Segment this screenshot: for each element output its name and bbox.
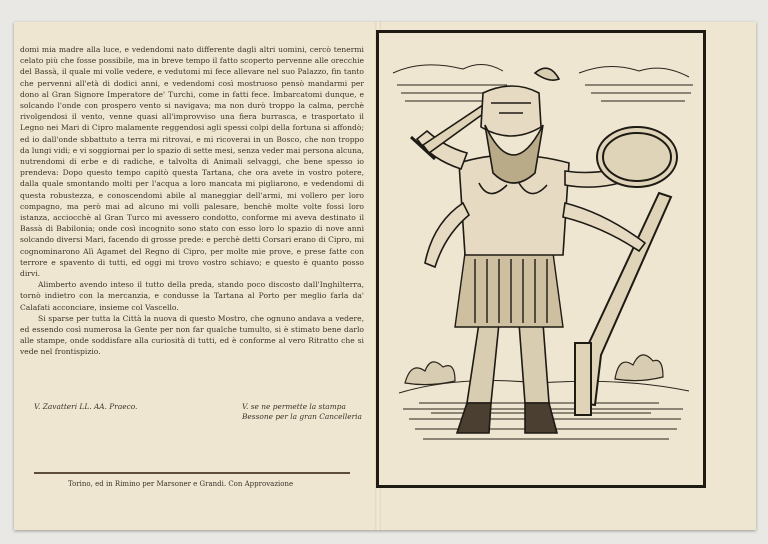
paragraph-1: domi mia madre alla luce, e vedendomi nato differente dagli altri uomini, cercò tenermi celato più che fosse possibile, ma in breve tempo il fatto scoperto pervenne alle orecchie del Bassà, il quale mi volle vedere, e vedutomi mi fece allevare nel suo Palazzo, fin tanto che pervenni all'età di dodici anni, e vedendomi così mostruoso pensò mandarmi per dono al Gran Signore Imperatore de' Turchi, come in fatti fece. Imbarcatomi dunque, e solcando l'onde con prospero vento si navigava; ma non durò troppo la calma, perchè rivolgendosi il vento, venne quasi all'improvviso una fiera burrasca, e trasportato il Legno nei Mari di Cipro malamente reggendosi agli spessi colpi della fortuna si affondò; ed io dall'onde sbbattuto a terra mi ritrovai, e mi ricoverai in un Bosco, che non troppo da lungi vidi; e vi soggiornai per lo spazio di sette mesi, senza veder mai persona alcuna, nutrendomi di erbe e di radiche, e talvolta di Animali selvaggi, che bene spesso io prendeva: Dopo questo tempo capitò questa Tartana, che ora avete in vostro potere, dalla quale smontando molti per l'acqua a loro mancata mi pigliarono, e vedendomi di questa robustezza, e conoscendomi abile al maneggiar dell'armi, mi vollero per loro compagno, ma però mai ad alcuno mi volli palesare, benchè molte volte fossi loro istanza, acciocchè al Gran Turco mi avessero condotto, conforme mi aveva destinato il Bassà di Babilonia; onde così incognito sono stato con esso loro lo spazio di nove anni solcando diversi Mari, facendo di grosse prede: e perchè detti Corsari erano di Cipro, mi cognominarono Alì Agamet del Regno di Cipro, per molte mie prove, e prese fatte con terrore e spavento di tutti, ed oggi mi trovo vostro schiavo; e questo è quanto posso dirvi.: [20, 45, 364, 279]
chancellery-line: Bessone per la gran Cancelleria: [242, 412, 362, 421]
armor-skirt: [455, 253, 563, 327]
body-text: [20, 44, 364, 358]
musket: [575, 193, 671, 415]
monster-legs: [457, 323, 557, 433]
left-text-page: [20, 28, 364, 524]
imprint-line: Torino, ed in Rimino per Marsoner e Grandi. Con Approvazione: [68, 480, 294, 488]
woodcut-illustration: [379, 33, 703, 485]
woodcut-frame: [376, 30, 706, 488]
bush-left: [405, 362, 455, 385]
imprint-rule: [34, 472, 350, 474]
permission-line: V. se ne permette la stampa: [242, 402, 346, 411]
paragraph-2: Alimberto avendo inteso il tutto della preda, stando poco discosto dall'Inghilterra, tornò indietro con la mercanzia, e condusse la Tartana al Porto per meglio farla da' Calafati acconciare, insieme col Vascello.: [20, 280, 364, 312]
paragraph-3: Si sparse per tutta la Città la nuova di questo Mostro, che ognuno andava a vedere, ed essendo così numerosa la Gente per non far qualche tumulto, si è stimato bene darlo alle stampe, onde soddisfare alla curiosità di tutti, ed è conforme al vero Ritratto che si vede nel frontispizio.: [20, 313, 364, 357]
shield: [597, 127, 677, 187]
cloud-right: [579, 66, 693, 101]
bush-right: [615, 355, 663, 381]
signature-praeco: V. Zavatteri LL. AA. Praeco.: [34, 402, 138, 411]
signature-cancelleria: [242, 402, 362, 422]
